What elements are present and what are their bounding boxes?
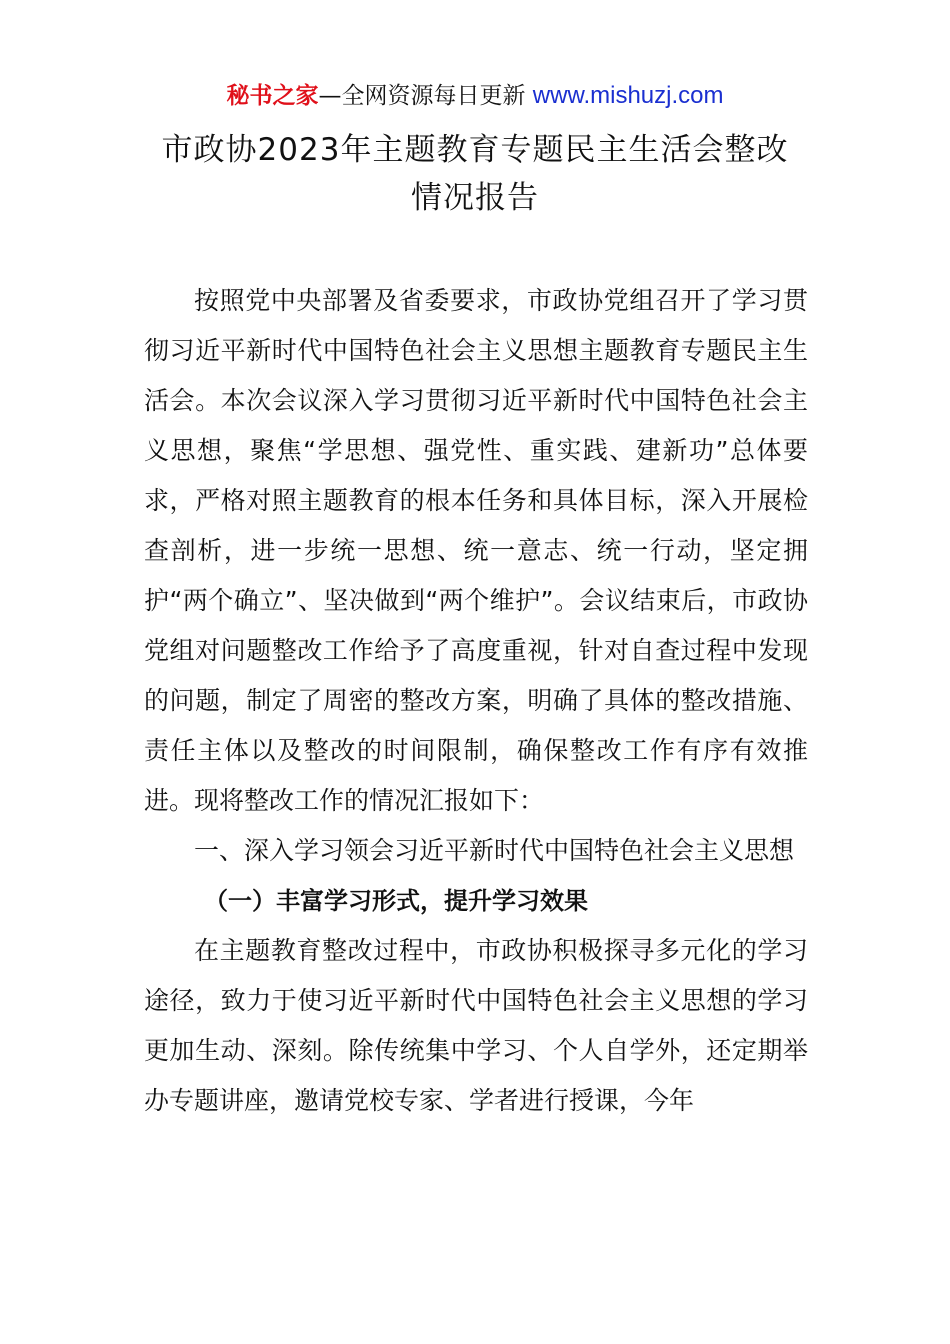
watermark-url[interactable]: www.mishuzj.com <box>532 82 724 109</box>
watermark-banner <box>0 80 950 112</box>
intro-paragraph: 按照党中央部署及省委要求，市政协党组召开了学习贯彻习近平新时代中国特色社会主义思想主题教育专题民主生活会。本次会议深入学习贯彻习近平新时代中国特色社会主义思想，聚焦“学思想、强党性、重实践、建新功”总体要求，严格对照主题教育的根本任务和具体目标，深入开展检查剖析，进一步统一思想、统一意志、统一行动，坚定拥护“两个确立”、坚决做到“两个维护”。会议结束后，市政协党组对问题整改工作给予了高度重视，针对自查过程中发现的问题，制定了周密的整改方案，明确了具体的整改措施、责任主体以及整改的时间限制，确保整改工作有序有效推进。现将整改工作的情况汇报如下： <box>144 286 808 815</box>
subsection-paragraph: 在主题教育整改过程中，市政协积极探寻多元化的学习途径，致力于使习近平新时代中国特色社会主义思想的学习更加生动、深刻。除传统集中学习、个人自学外，还定期举办专题讲座，邀请党校专家、学者进行授课，今年 <box>144 936 808 1115</box>
document-title-line-1: 市政协2023年主题教育专题民主生活会整改 <box>161 132 789 168</box>
document-title <box>120 126 830 222</box>
subsection-heading: （一）丰富学习形式，提升学习效果 <box>204 887 588 915</box>
document-body <box>144 276 808 1126</box>
watermark-slogan: —全网资源每日更新 <box>318 83 533 109</box>
section-heading: 一、深入学习领会习近平新时代中国特色社会主义思想 <box>194 836 795 865</box>
document-title-line-2: 情况报告 <box>411 180 539 216</box>
watermark-brand: 秘书之家 <box>226 83 319 109</box>
